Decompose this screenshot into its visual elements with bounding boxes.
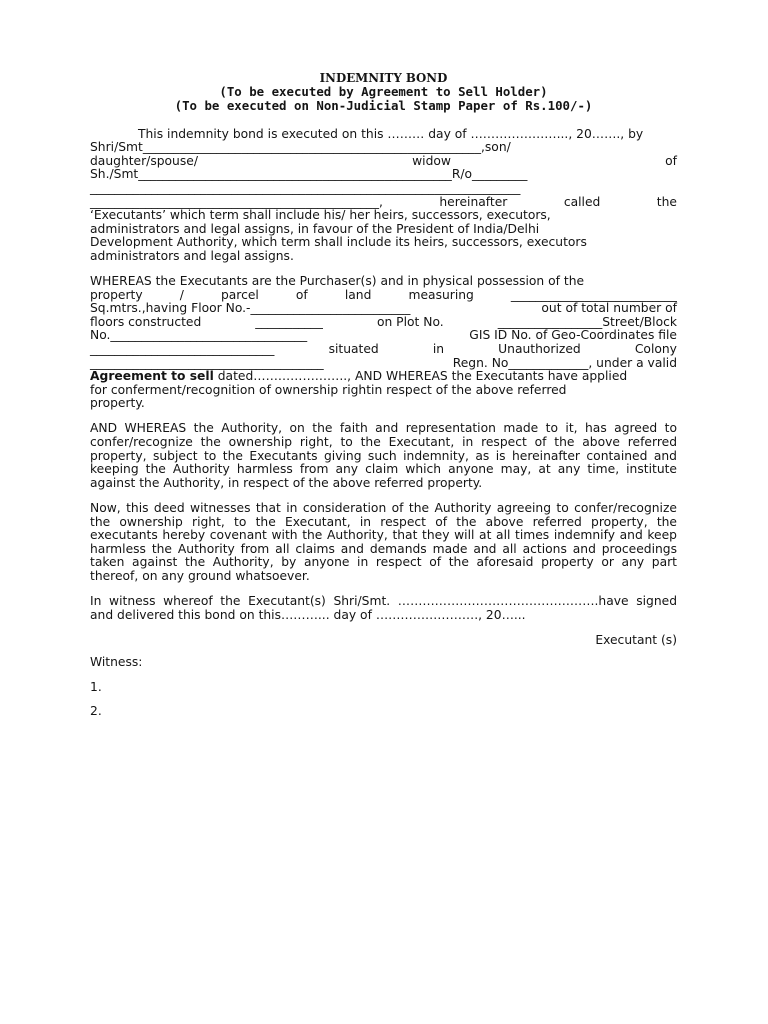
agreement-to-sell-label: Agreement to sell	[90, 369, 214, 384]
document-subtitle-1: (To be executed by Agreement to Sell Holder)	[219, 84, 548, 100]
text-line: ______________________________ situated in Unauthorized Colony	[90, 342, 677, 357]
text-line: administrators and legal assigns, in favour of the President of India/Delhi	[90, 221, 540, 236]
text-line: Sh./Smt___________________________________________________R/o_________	[90, 167, 528, 182]
text-line: ______________________________________ Regn. No_____________, under a valid	[90, 355, 677, 370]
document-subtitle-2: (To be executed on Non-Judicial Stamp Paper of Rs.100/-)	[174, 98, 593, 114]
text-line: WHEREAS the Executants are the Purchaser(s) and in physical possession of the	[90, 274, 585, 289]
text-line: No.________________________________ GIS ID No. of Geo-Coordinates file	[90, 328, 677, 343]
witness-label: Witness:	[90, 655, 143, 670]
paragraph-authority-agreement: AND WHEREAS the Authority, on the faith and representation made to it, has agreed to confer/recognize the ownership right, to the Executant, in respect of the above referred property, subject to the Executants giving such indemnity, as is hereinafter contained and keeping the Authority harmless from any claim which anyone may, at any time, institute against the Authority, in respect of the above referred property.	[90, 421, 677, 490]
paragraph-deed-witnesses: Now, this deed witnesses that in consideration of the Authority agreeing to confer/recognize the ownership right, to the Executant, in respect of the above referred property, the executants hereby covenant with the Authority, that they will at all times indemnify and keep harmless the Authority from all claims and demands made and all actions and proceedings taken against the Authority, by anyone in respect of the aforesaid property or any part thereof, on any ground whatsoever.	[90, 500, 677, 583]
text-line: ______________________________________________________________________	[90, 180, 521, 195]
text-line: property / parcel of land measuring ___________________________	[90, 287, 677, 302]
text-line: Shri/Smt_______________________________________________________,son/	[90, 140, 511, 155]
document-title: INDEMNITY BOND	[319, 71, 448, 85]
text-line: _______________________________________________, hereinafter called the	[90, 194, 677, 209]
witness-1: 1.	[90, 679, 102, 694]
witness-2: 2.	[90, 704, 102, 719]
text-line: Sq.mtrs.,having Floor No.-__________________________ out of total number of	[90, 301, 677, 316]
text-line: floors constructed ___________ on Plot No. _________________Street/Block	[90, 314, 677, 329]
text-line: Agreement to sell dated………………….., AND WHEREAS the Executants have applied	[90, 369, 628, 384]
text-line: property.	[90, 396, 145, 411]
paragraph-parties	[90, 128, 677, 264]
text-line: This indemnity bond is executed on this ……… day of …………………..., 20……., by	[138, 126, 644, 141]
document-body	[90, 71, 677, 719]
text-line: daughter/spouse/ widow of	[90, 153, 677, 168]
text-line: ‘Executants’ which term shall include his/ her heirs, successors, executors,	[90, 208, 551, 223]
paragraph-whereas-property	[90, 275, 677, 411]
text-line: for conferment/recognition of ownership rightin respect of the above referred	[90, 382, 567, 397]
executant-signature-label: Executant (s)	[595, 632, 677, 647]
text-line: administrators and legal assigns.	[90, 248, 294, 263]
paragraph-in-witness-whereof: In witness whereof the Executant(s) Shri/Smt. ………………………………………….have signed and delivered this bond on this………... day of ……………………., 20…...	[90, 594, 677, 622]
text-line: Development Authority, which term shall include its heirs, successors, executors	[90, 235, 587, 250]
